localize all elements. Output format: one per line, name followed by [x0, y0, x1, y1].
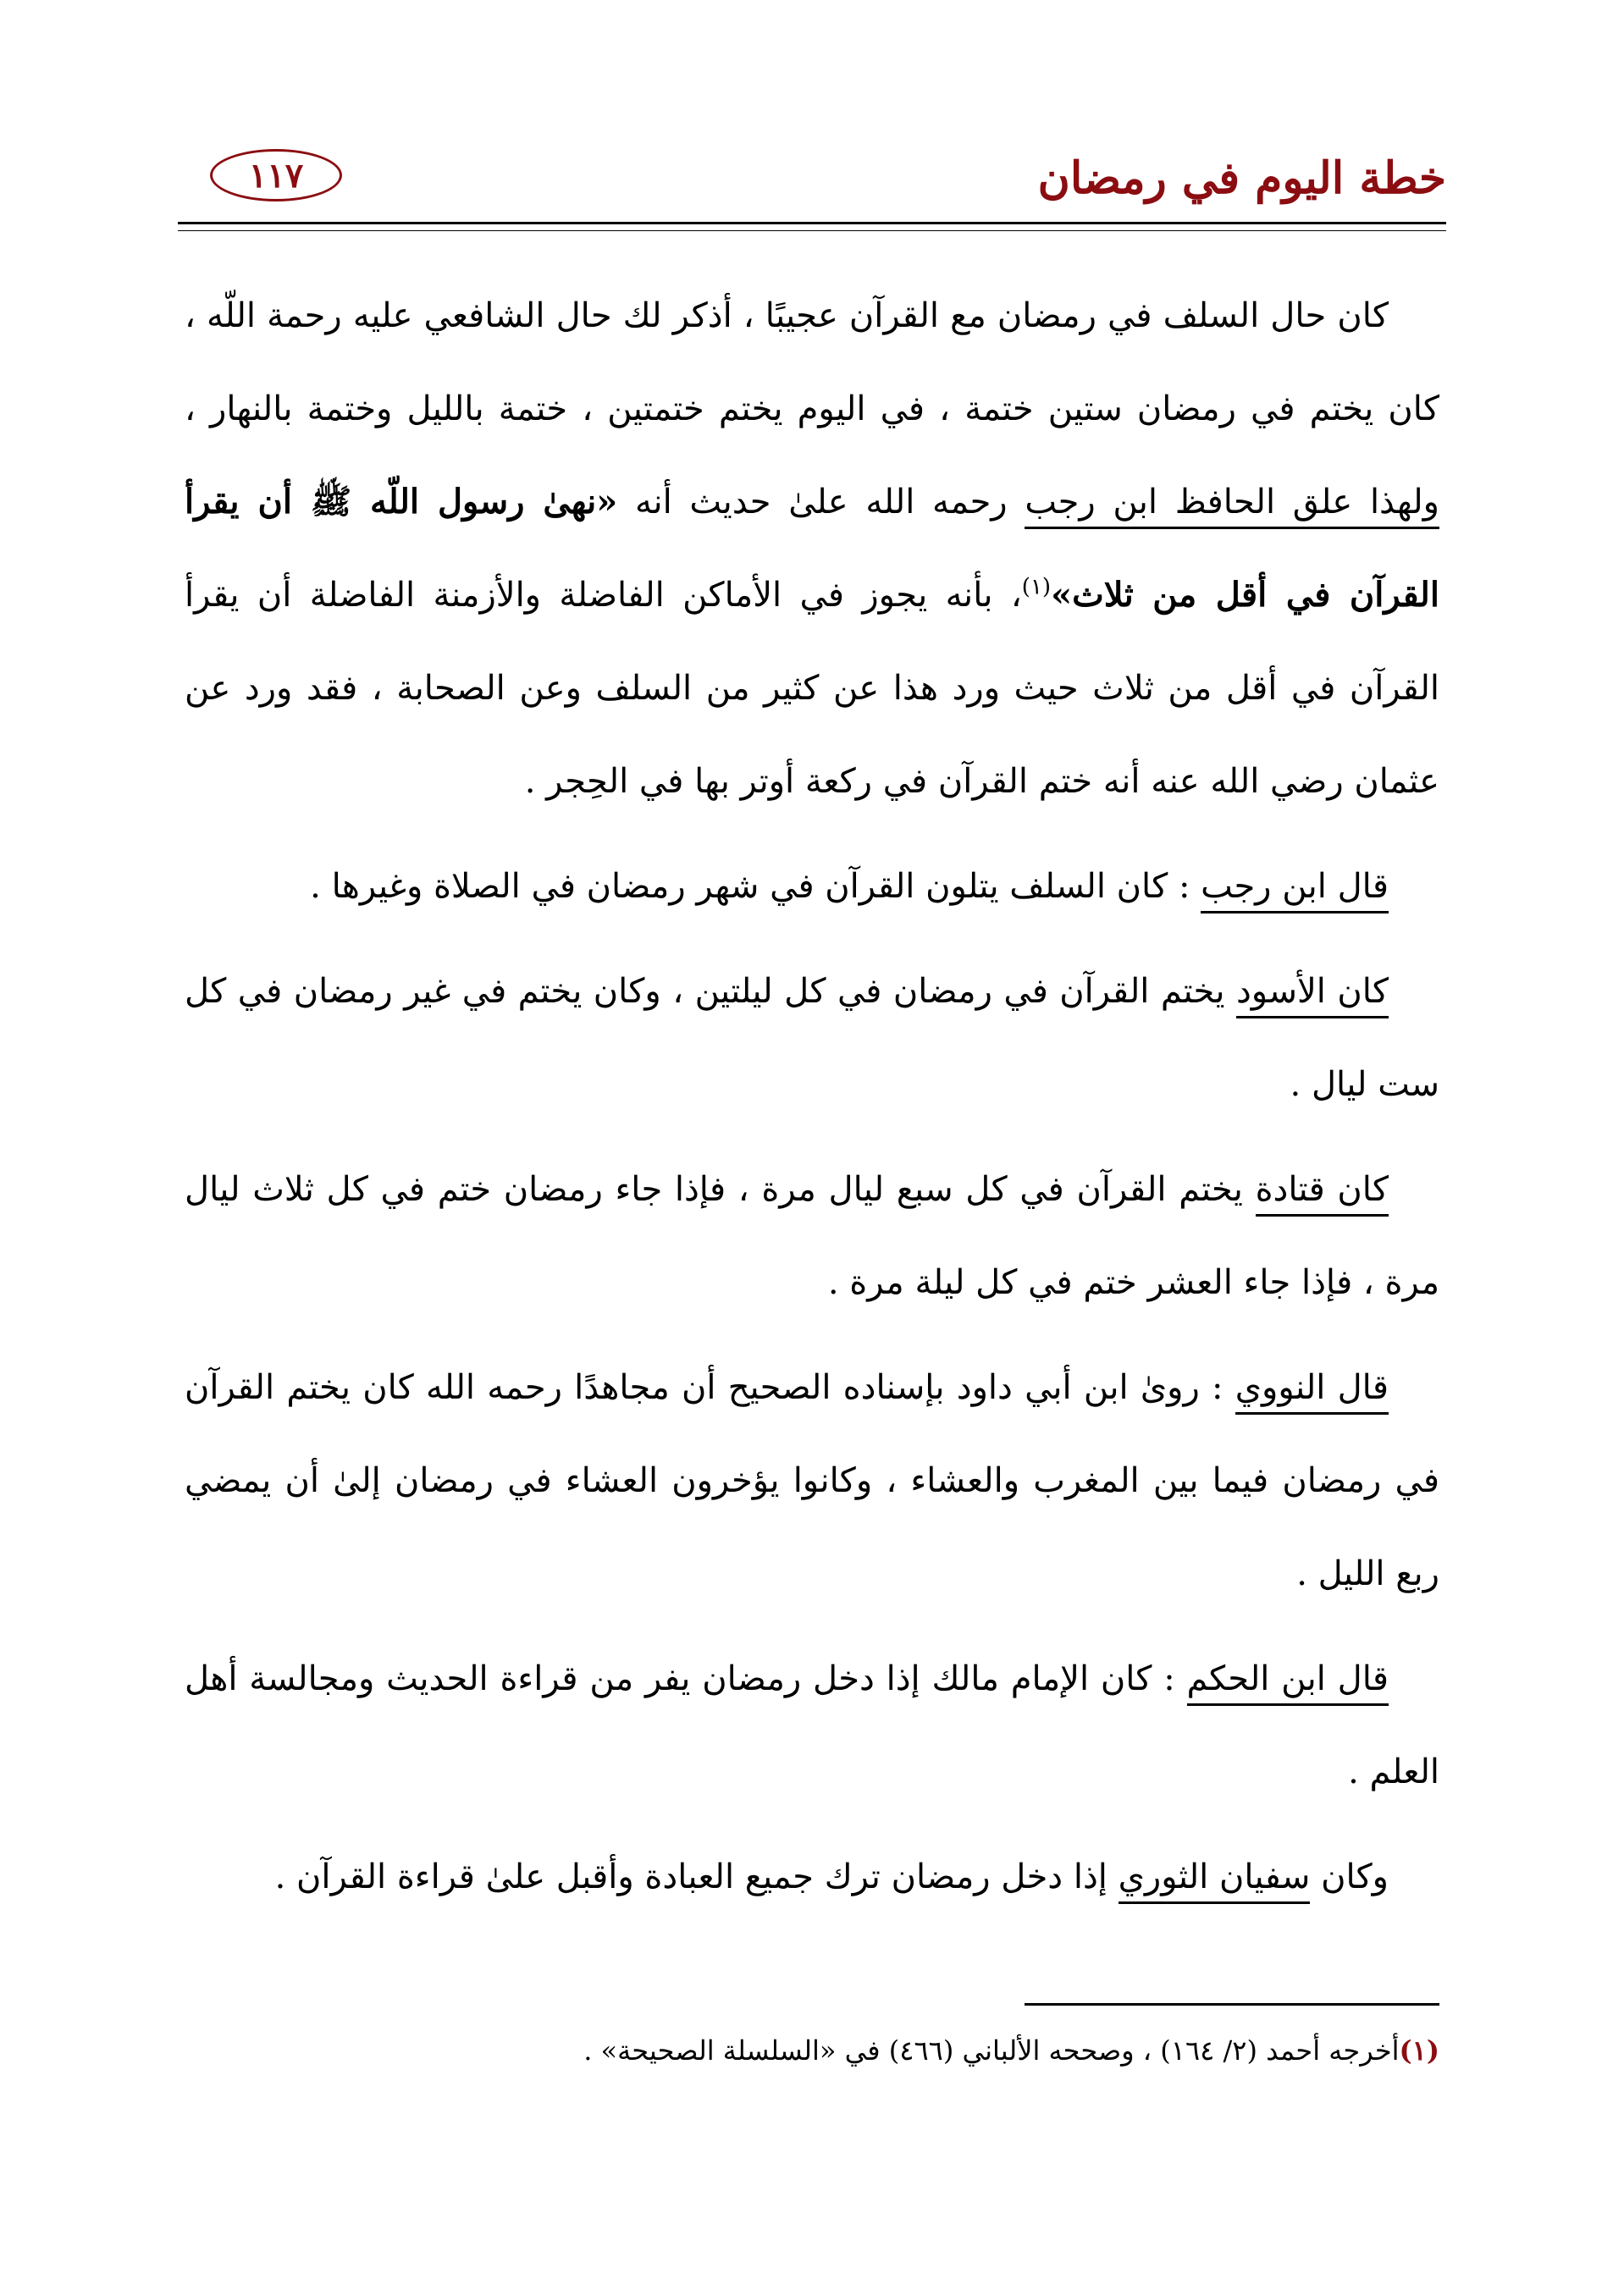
header-rule-thick — [178, 222, 1446, 224]
paragraph-7-text-a: وكان — [1310, 1857, 1389, 1896]
paragraph-1-underlined: ولهذا علق الحافظ ابن رجب — [1025, 483, 1439, 529]
footnote-separator — [1025, 2003, 1439, 2006]
paragraph-6 — [185, 1632, 1439, 1819]
paragraph-7 — [185, 1830, 1439, 1923]
paragraph-1-text-a: كان حال السلف في رمضان مع القرآن عجيبًا ، أذكر لك حال الشافعي عليه رحمة اللّه ، كان يختم في رمضان ستين ختمة ، في اليوم يختم ختمتين ، ختمة بالليل وختمة بالنهار ، — [185, 296, 1439, 428]
paragraph-7-text: إذا دخل رمضان ترك جميع العبادة وأقبل علىٰ قراءة القرآن . — [274, 1857, 1119, 1896]
paragraph-1-text-b: رحمه الله علىٰ حديث أنه — [617, 483, 1025, 522]
paragraph-6-speaker: قال ابن الحكم — [1187, 1659, 1389, 1706]
footnote — [185, 2017, 1439, 2084]
paragraph-1-text-c: ، بأنه يجوز في الأماكن الفاضلة والأزمنة الفاضلة أن يقرأ القرآن في أقل من ثلاث حيث ورد هذا عن كثير من السلف وعن الصحابة ، فقد ورد عن عثمان رضي الله عنه أنه ختم القرآن في ركعة أوتر بها في الحِجر . — [185, 576, 1439, 801]
running-title: خطة اليوم في رمضان — [1037, 152, 1446, 204]
page-number-badge: ١١٧ — [210, 149, 342, 201]
hadith-quote: «نهىٰ رسول اللّه ﷺ أن يقرأ القرآن في أقل من ثلاث» — [185, 482, 1439, 615]
footnote-text: أخرجه أحمد (٢/ ١٦٤) ، وصححه الألباني (٤٦٦) في «السلسلة الصحيحة» . — [583, 2034, 1400, 2067]
paragraph-5-speaker: قال النووي — [1235, 1368, 1389, 1415]
header-rule-thin — [178, 230, 1446, 231]
paragraph-3-speaker: كان الأسود — [1236, 972, 1389, 1018]
paragraph-5-text: : روىٰ ابن أبي داود بإسناده الصحيح أن مجاهدًا رحمه الله كان يختم القرآن في رمضان فيما بين المغرب والعشاء ، وكانوا يؤخرون العشاء في رمضان إلىٰ أن يمضي ربع الليل . — [185, 1368, 1439, 1593]
paragraph-2-text: : كان السلف يتلون القرآن في شهر رمضان في الصلاة وغيرها . — [310, 867, 1201, 906]
paragraph-2-speaker: قال ابن رجب — [1201, 867, 1389, 913]
paragraph-4-speaker: كان قتادة — [1256, 1170, 1389, 1217]
footnote-number: (١) — [1399, 2034, 1439, 2067]
paragraph-6-text: : كان الإمام مالك إذا دخل رمضان يفر من قراءة الحديث ومجالسة أهل العلم . — [185, 1659, 1439, 1791]
paragraph-3 — [185, 945, 1439, 1131]
paragraph-2 — [185, 840, 1439, 933]
paragraph-7-speaker: سفيان الثوري — [1119, 1857, 1311, 1904]
page-header — [178, 142, 1446, 210]
paragraph-3-text: يختم القرآن في رمضان في كل ليلتين ، وكان يختم في غير رمضان في كل ست ليال . — [185, 972, 1439, 1104]
paragraph-4-text: يختم القرآن في كل سبع ليال مرة ، فإذا جاء رمضان ختم في كل ثلاث ليال مرة ، فإذا جاء العشر ختم في كل ليلة مرة . — [185, 1170, 1439, 1302]
main-text — [185, 269, 1439, 1935]
paragraph-1 — [185, 269, 1439, 828]
paragraph-4 — [185, 1143, 1439, 1329]
paragraph-5 — [185, 1341, 1439, 1620]
footnote-reference: (١) — [1021, 574, 1052, 600]
